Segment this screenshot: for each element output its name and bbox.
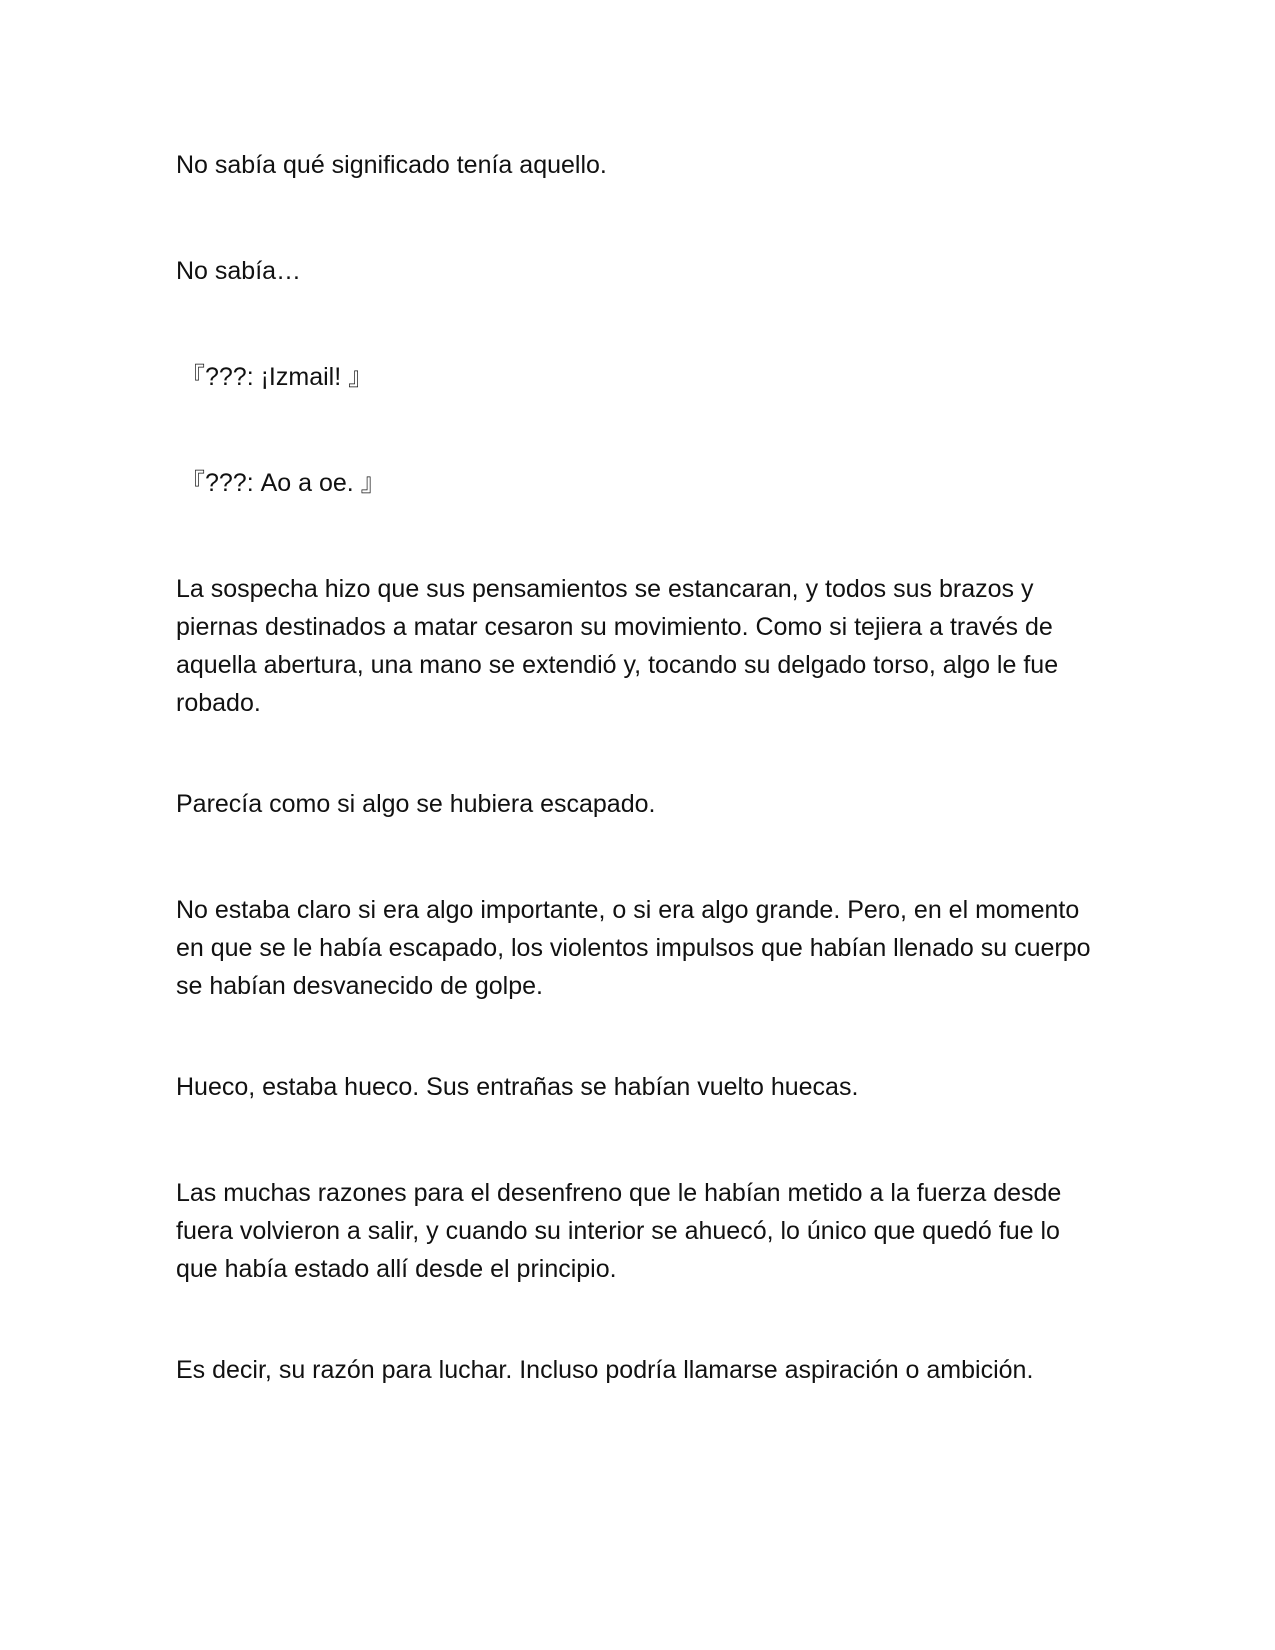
paragraph-7: Las muchas razones para el desenfreno que le habían metido a la fuerza desde fuera volvieron a salir, y cuando su interior se ahuecó, lo único que quedó fue lo que había estado allí desde el principio. — [176, 1179, 1062, 1283]
paragraph-6: Hueco, estaba hueco. Sus entrañas se habían vuelto huecas. — [176, 1073, 859, 1101]
dialogue-line-2: 『???: Ao a oe. 』 — [180, 469, 386, 497]
paragraph-2: No sabía… — [176, 257, 302, 285]
paragraph-1: No sabía qué significado tenía aquello. — [176, 151, 607, 179]
paragraph-4: Parecía como si algo se hubiera escapado. — [176, 790, 656, 818]
dialogue-line-1: 『???: ¡Izmail! 』 — [180, 363, 374, 391]
paragraph-5: No estaba claro si era algo importante, o si era algo grande. Pero, en el momento en que se le había escapado, los violentos impulsos que habían llenado su cuerpo se habían desvanecido de golpe. — [176, 896, 1091, 1000]
paragraph-3: La sospecha hizo que sus pensamientos se estancaran, y todos sus brazos y piernas destinados a matar cesaron su movimiento. Como si tejiera a través de aquella abertura, una mano se extendió y, tocando su delgado torso, algo le fue robado. — [176, 575, 1059, 717]
paragraph-8: Es decir, su razón para luchar. Incluso podría llamarse aspiración o ambición. — [176, 1356, 1034, 1384]
